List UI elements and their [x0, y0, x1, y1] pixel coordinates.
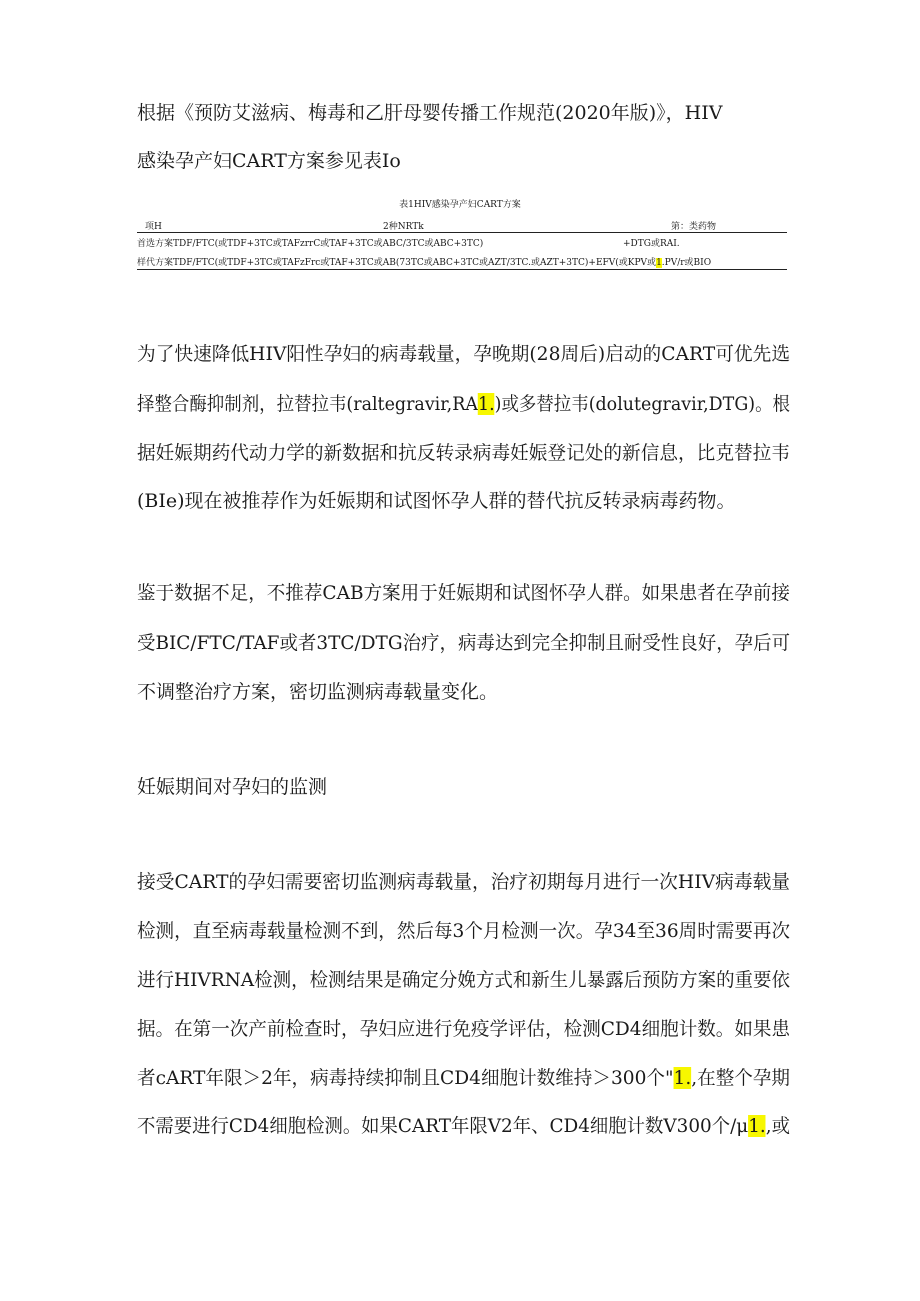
- table-caption: 表1HIV感染孕产妇CART方案: [399, 200, 521, 210]
- highlight-mark: 1.: [748, 1115, 766, 1137]
- para2-line-3: 不调整治疗方案，密切监测病毒载量变化。: [137, 681, 499, 703]
- para3-line-6-start: 不需要进行CD4细胞检测。如果CART年限V2年、CD4细胞计数V300个/μ: [137, 1115, 749, 1137]
- para3-line-2: 检测，直至病毒载量检测不到，然后每3个月检测一次。孕34至36周时需要再次: [137, 920, 791, 942]
- section-heading: 妊娠期间对孕妇的监测: [137, 776, 328, 798]
- para1-line-2: [137, 392, 790, 416]
- table-rule-bottom: [137, 269, 787, 270]
- para3-line-5-end: ,在整个孕期: [691, 1067, 790, 1089]
- para1-line-4: (BIe)现在被推荐作为妊娠期和试图怀孕人群的替代抗反转录病毒药物。: [137, 490, 736, 512]
- table-row-alternative: [137, 255, 711, 268]
- table-rule-top: [137, 232, 787, 233]
- para3-line-6-end: ,或: [765, 1115, 791, 1137]
- para3-line-5: [137, 1066, 790, 1090]
- table-header-nrti: 2种NRTk: [383, 222, 424, 232]
- para3-line-1: 接受CART的孕妇需要密切监测病毒载量，治疗初期每月进行一次HIV病毒载量: [137, 871, 791, 893]
- intro-line-1: 根据《预防艾滋病、梅毒和乙肝母婴传播工作规范(2020年版)》，HIV: [137, 102, 723, 124]
- para1-line-2-end: )或多替拉韦(dolutegravir,DTG)。根: [494, 393, 790, 415]
- highlight-mark: 1.: [673, 1067, 692, 1089]
- para3-line-5-start: 者cART年限＞2年，病毒持续抑制且CD4细胞计数维持＞300个": [137, 1067, 674, 1089]
- para1-line-2-start: 择整合酶抑制剂，拉替拉韦(raltegravir,RA: [137, 393, 478, 415]
- table-header-item: 项H: [145, 222, 162, 232]
- para3-line-4: 据。在第一次产前检查时，孕妇应进行免疫学评估，检测CD4细胞计数。如果患: [137, 1018, 791, 1040]
- table-header-third-drug: 第：类药物: [671, 222, 717, 232]
- para3-line-3: 进行HIVRNA检测，检测结果是确定分娩方式和新生儿暴露后预防方案的重要依: [137, 969, 790, 991]
- table-row-alternative-text: 样代方案TDF/FTC(或TDF+3TC或TAFzFrc或TAF+3TC或AB(73TC或ABC+3TC或AZT/3TC.或AZT+3TC)+EFV(或KPV或: [137, 258, 657, 268]
- table-row-preferred: 首选方案TDF/FTC(或TDF+3TC或TAFzrrC或TAF+3TC或ABC/3TC或ABC+3TC): [137, 239, 484, 249]
- table-row-preferred-third: +DTG或RAI.: [623, 239, 680, 249]
- table-row-alternative-end: .PV/r或BIO: [661, 258, 712, 268]
- highlight-mark: 1: [656, 258, 662, 268]
- para2-line-1: 鉴于数据不足，不推荐CAB方案用于妊娠期和试图怀孕人群。如果患者在孕前接: [137, 582, 790, 604]
- para2-line-2: 受BIC/FTC/TAF或者3TC/DTG治疗，病毒达到完全抑制且耐受性良好，孕后可: [137, 632, 791, 654]
- para3-line-6: [137, 1114, 790, 1138]
- highlight-mark: 1.: [477, 393, 495, 415]
- para1-line-1: 为了快速降低HIV阳性孕妇的病毒载量，孕晚期(28周后)启动的CART可优先选: [137, 343, 791, 365]
- intro-line-2: 感染孕产妇CART方案参见表Io: [137, 150, 401, 172]
- para1-line-3: 据妊娠期药代动力学的新数据和抗反转录病毒妊娠登记处的新信息，比克替拉韦: [137, 442, 790, 464]
